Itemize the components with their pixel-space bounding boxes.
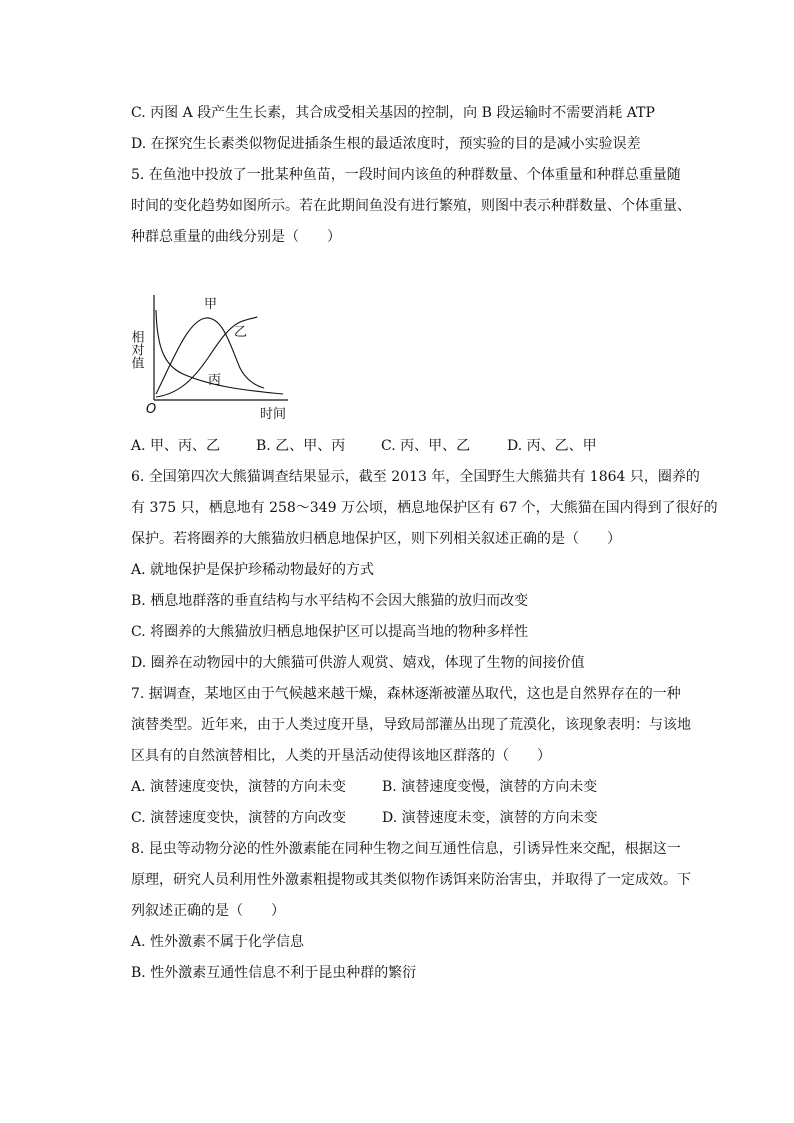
label-yi: 乙 [234, 325, 248, 340]
label-bing: 丙 [208, 373, 222, 388]
q4-option-c: C. 丙图 A 段产生生长素，其合成受相关基因的控制，向 B 段运输时不需要消耗 ATP [131, 105, 655, 121]
y-axis-label: 相对值 [128, 330, 144, 369]
q7-option-b: B. 演替速度变慢，演替的方向未变 [382, 779, 598, 795]
origin-label: O [146, 402, 157, 417]
q6-option-b: B. 栖息地群落的垂直结构与水平结构不会因大熊猫的放归而改变 [131, 593, 529, 609]
q5-stem-line-3: 种群总重量的曲线分别是（ ） [131, 229, 341, 245]
q5-option-b: B. 乙、甲、丙 [256, 438, 346, 454]
q5-option-c: C. 丙、甲、乙 [381, 438, 471, 454]
q8-stem-line-1: 8. 昆虫等动物分泌的性外激素能在同种生物之间互通性信息，引诱异性来交配，根据这一 [131, 841, 681, 857]
q8-option-a: A. 性外激素不属于化学信息 [131, 934, 305, 950]
q8-stem-line-2: 原理，研究人员利用性外激素粗提物或其类似物作诱饵来防治害虫，并取得了一定成效。下 [131, 872, 691, 888]
q8-option-b: B. 性外激素互通性信息不利于昆虫种群的繁衍 [131, 965, 417, 981]
q7-options-row-2 [0, 808, 794, 828]
q7-stem-line-3: 区具有的自然演替相比，人类的开垦活动使得该地区群落的（ ） [131, 748, 551, 764]
q6-stem-line-3: 保护。若将圈养的大熊猫放归栖息地保护区，则下列相关叙述正确的是（ ） [131, 531, 621, 547]
q5-graph [128, 290, 298, 425]
q6-option-d: D. 圈养在动物园中的大熊猫可供游人观赏、嬉戏，体现了生物的间接价值 [131, 655, 585, 671]
label-jia: 甲 [204, 297, 218, 312]
q5-stem-line-2: 时间的变化趋势如图所示。若在此期间鱼没有进行繁殖，则图中表示种群数量、个体重量、 [131, 198, 691, 214]
q5-option-d: D. 丙、乙、甲 [507, 438, 597, 454]
x-axis-label: 时间 [260, 407, 287, 422]
q7-option-c: C. 演替速度变快，演替的方向改变 [131, 810, 347, 826]
q7-stem-line-1: 7. 据调查，某地区由于气候越来越干燥，森林逐渐被灌丛取代，这也是自然界存在的一种 [131, 686, 681, 702]
q7-options-row-1 [0, 777, 794, 797]
q4-option-d: D. 在探究生长素类似物促进插条生根的最适浓度时，预实验的目的是减小实验误差 [131, 136, 641, 152]
q6-option-c: C. 将圈养的大熊猫放归栖息地保护区可以提高当地的物种多样性 [131, 624, 529, 640]
q6-stem-line-2: 有 375 只，栖息地有 258～349 万公顷，栖息地保护区有 67 个，大熊猫在国内得到了很好的 [131, 500, 718, 516]
q7-option-a: A. 演替速度变快，演替的方向未变 [131, 779, 347, 795]
q5-option-a: A. 甲、丙、乙 [131, 438, 221, 454]
q6-option-a: A. 就地保护是保护珍稀动物最好的方式 [131, 562, 375, 578]
q7-stem-line-2: 演替类型。近年来，由于人类过度开垦，导致局部灌丛出现了荒漠化，该现象表明：与该地 [131, 717, 691, 733]
q5-stem-line-1: 5. 在鱼池中投放了一批某种鱼苗，一段时间内该鱼的种群数量、个体重量和种群总重量随 [131, 167, 681, 183]
q5-options [0, 436, 794, 456]
q7-option-d: D. 演替速度未变，演替的方向未变 [382, 810, 598, 826]
q5-figure [128, 290, 298, 425]
q6-stem-line-1: 6. 全国第四次大熊猫调查结果显示，截至 2013 年，全国野生大熊猫共有 1864 只，圈养的 [131, 469, 700, 485]
q8-stem-line-3: 列叙述正确的是（ ） [131, 903, 285, 919]
